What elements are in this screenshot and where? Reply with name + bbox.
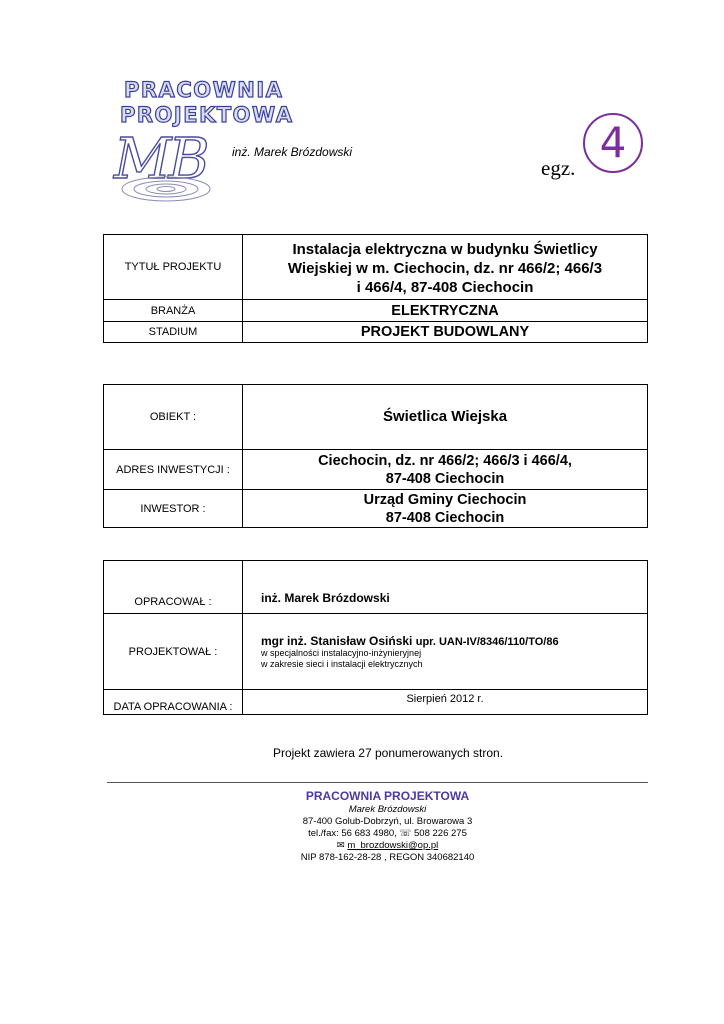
project-title <box>243 235 648 300</box>
stage-label: STADIUM <box>104 322 243 343</box>
author-table <box>103 560 648 715</box>
footer-divider <box>107 782 648 783</box>
title-line: i 466/4, 87-408 Ciechocin <box>356 279 534 296</box>
object-value: Świetlica Wiejska <box>243 385 648 450</box>
address-line: Ciechocin, dz. nr 466/2; 466/3 i 466/4, <box>318 452 572 469</box>
footer-email[interactable]: m_brozdowski@op.pl <box>347 840 439 851</box>
footer-address: 87-400 Golub-Dobrzyń, ul. Browarowa 3 <box>302 816 473 827</box>
address-label: ADRES INWESTYCJI : <box>104 450 243 490</box>
investor-value <box>243 490 648 528</box>
designer-license: upr. UAN-IV/8346/110/TO/86 <box>415 635 559 648</box>
branch-label: BRANŻA <box>104 300 243 322</box>
investor-label: INWESTOR : <box>104 490 243 528</box>
prepared-value: inż. Marek Brózdowski <box>243 561 648 614</box>
title-line: Instalacja elektryczna w budynku Świetlicy <box>292 241 598 258</box>
logo-swirl-icon <box>116 174 216 204</box>
copy-number: 4 <box>583 113 643 173</box>
footer <box>200 788 575 864</box>
pages-note: Projekt zawiera 27 ponumerowanych stron. <box>272 746 504 760</box>
designed-label: PROJEKTOWAŁ : <box>104 614 243 690</box>
address-line: 87-408 Ciechocin <box>385 470 505 487</box>
branch-value: ELEKTRYCZNA <box>243 300 648 322</box>
footer-ids: NIP 878-162-28-28 , REGON 340682140 <box>300 852 475 863</box>
stage-value: PROJEKT BUDOWLANY <box>243 322 648 343</box>
designer-name: mgr inż. Stanisław Osiński <box>261 633 413 648</box>
investor-line: Urząd Gminy Ciechocin <box>363 491 527 508</box>
copy-prefix: egz. <box>541 156 576 180</box>
footer-phone: tel./fax: 56 683 4980, ☏ 508 226 275 <box>308 828 467 839</box>
footer-company: PRACOWNIA PROJEKTOWA <box>305 789 470 803</box>
project-table <box>103 234 648 343</box>
object-label: OBIEKT : <box>104 385 243 450</box>
title-line: Wiejskiej w m. Ciechocin, dz. nr 466/2; 466/3 <box>287 260 603 277</box>
envelope-icon: ✉ <box>336 840 345 851</box>
footer-email-row <box>200 840 575 852</box>
date-value: Sierpień 2012 r. <box>243 690 648 715</box>
logo-line-1: PRACOWNIA <box>124 78 284 102</box>
investor-line: 87-408 Ciechocin <box>385 509 505 526</box>
designer-spec: w specjalności instalacyjno-inżynieryjnej <box>261 647 422 658</box>
logo-engineer: inż. Marek Brózdowski <box>232 145 353 159</box>
designer-spec: w zakresie sieci i instalacji elektrycznych <box>261 658 423 669</box>
logo-line-2: PROJEKTOWA <box>120 103 294 127</box>
title-label: TYTUŁ PROJEKTU <box>104 235 243 300</box>
footer-owner: Marek Brózdowski <box>348 804 427 815</box>
date-label: DATA OPRACOWANIA : <box>104 690 243 715</box>
prepared-label: OPRACOWAŁ : <box>104 561 243 614</box>
designer-cell <box>243 614 648 690</box>
logo-mark: MB <box>114 127 207 192</box>
address-value <box>243 450 648 490</box>
object-table <box>103 384 648 528</box>
